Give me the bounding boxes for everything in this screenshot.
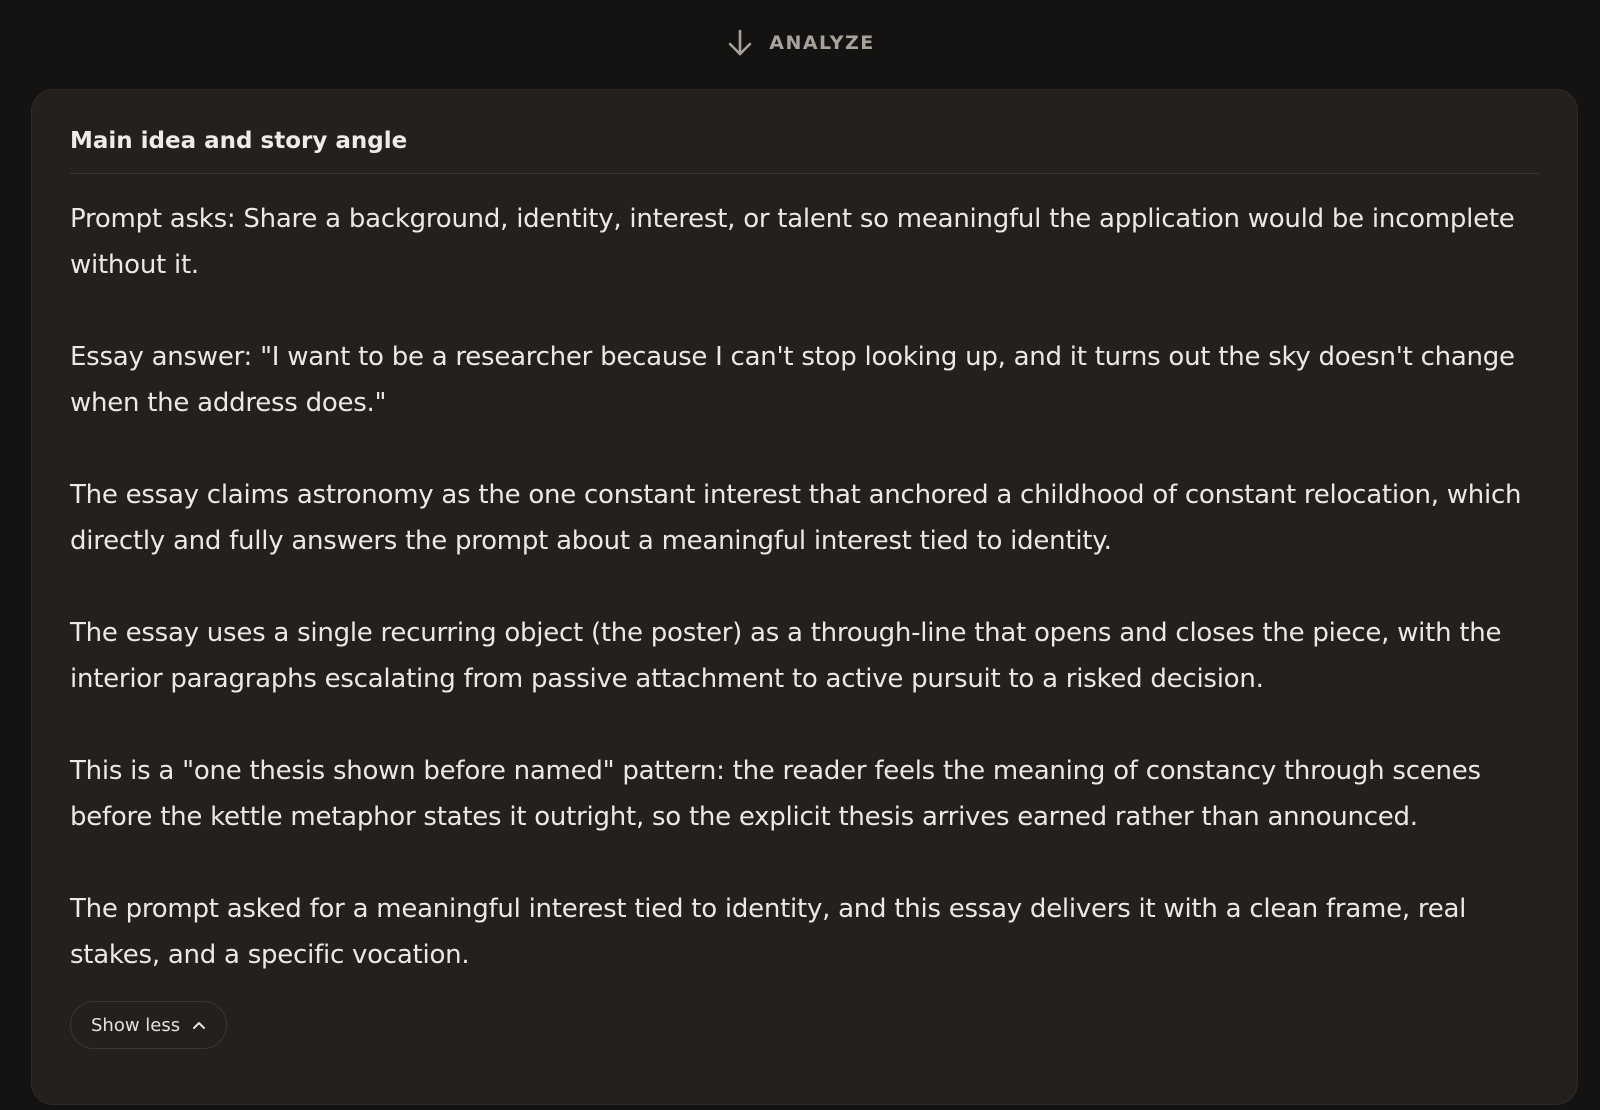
arrow-down-icon (725, 28, 755, 58)
analyze-button[interactable] (0, 28, 1600, 58)
analysis-paragraph-prompt: Prompt asks: Share a background, identity, interest, or talent so meaningful the application would be incomplete without it. (70, 203, 1515, 280)
analysis-paragraph-answer: Essay answer: "I want to be a researcher because I can't stop looking up, and it turns out the sky doesn't change when the address does." (70, 341, 1515, 418)
show-less-label: Show less (91, 1014, 181, 1036)
show-less-button[interactable] (70, 1001, 227, 1049)
card-title: Main idea and story angle (70, 128, 408, 154)
analysis-paragraph-structure: The essay uses a single recurring object (the poster) as a through-line that opens and closes the piece, with the interior paragraphs escalating from passive attachment to active pursuit to a risked decision. (70, 617, 1502, 694)
analyze-label: ANALYZE (769, 32, 875, 54)
analysis-card (31, 89, 1578, 1105)
analysis-paragraph-summary: The prompt asked for a meaningful interest tied to identity, and this essay delivers it with a clean frame, real stakes, and a specific vocation. (70, 893, 1467, 970)
analysis-paragraph-claim: The essay claims astronomy as the one constant interest that anchored a childhood of constant relocation, which directly and fully answers the prompt about a meaningful interest tied to identity. (70, 479, 1522, 556)
analysis-body (70, 196, 1539, 978)
title-divider (70, 173, 1539, 174)
analysis-paragraph-pattern: This is a "one thesis shown before named" pattern: the reader feels the meaning of constancy through scenes before the kettle metaphor states it outright, so the explicit thesis arrives earned rather than announced. (70, 755, 1481, 832)
chevron-up-icon (192, 1018, 206, 1032)
